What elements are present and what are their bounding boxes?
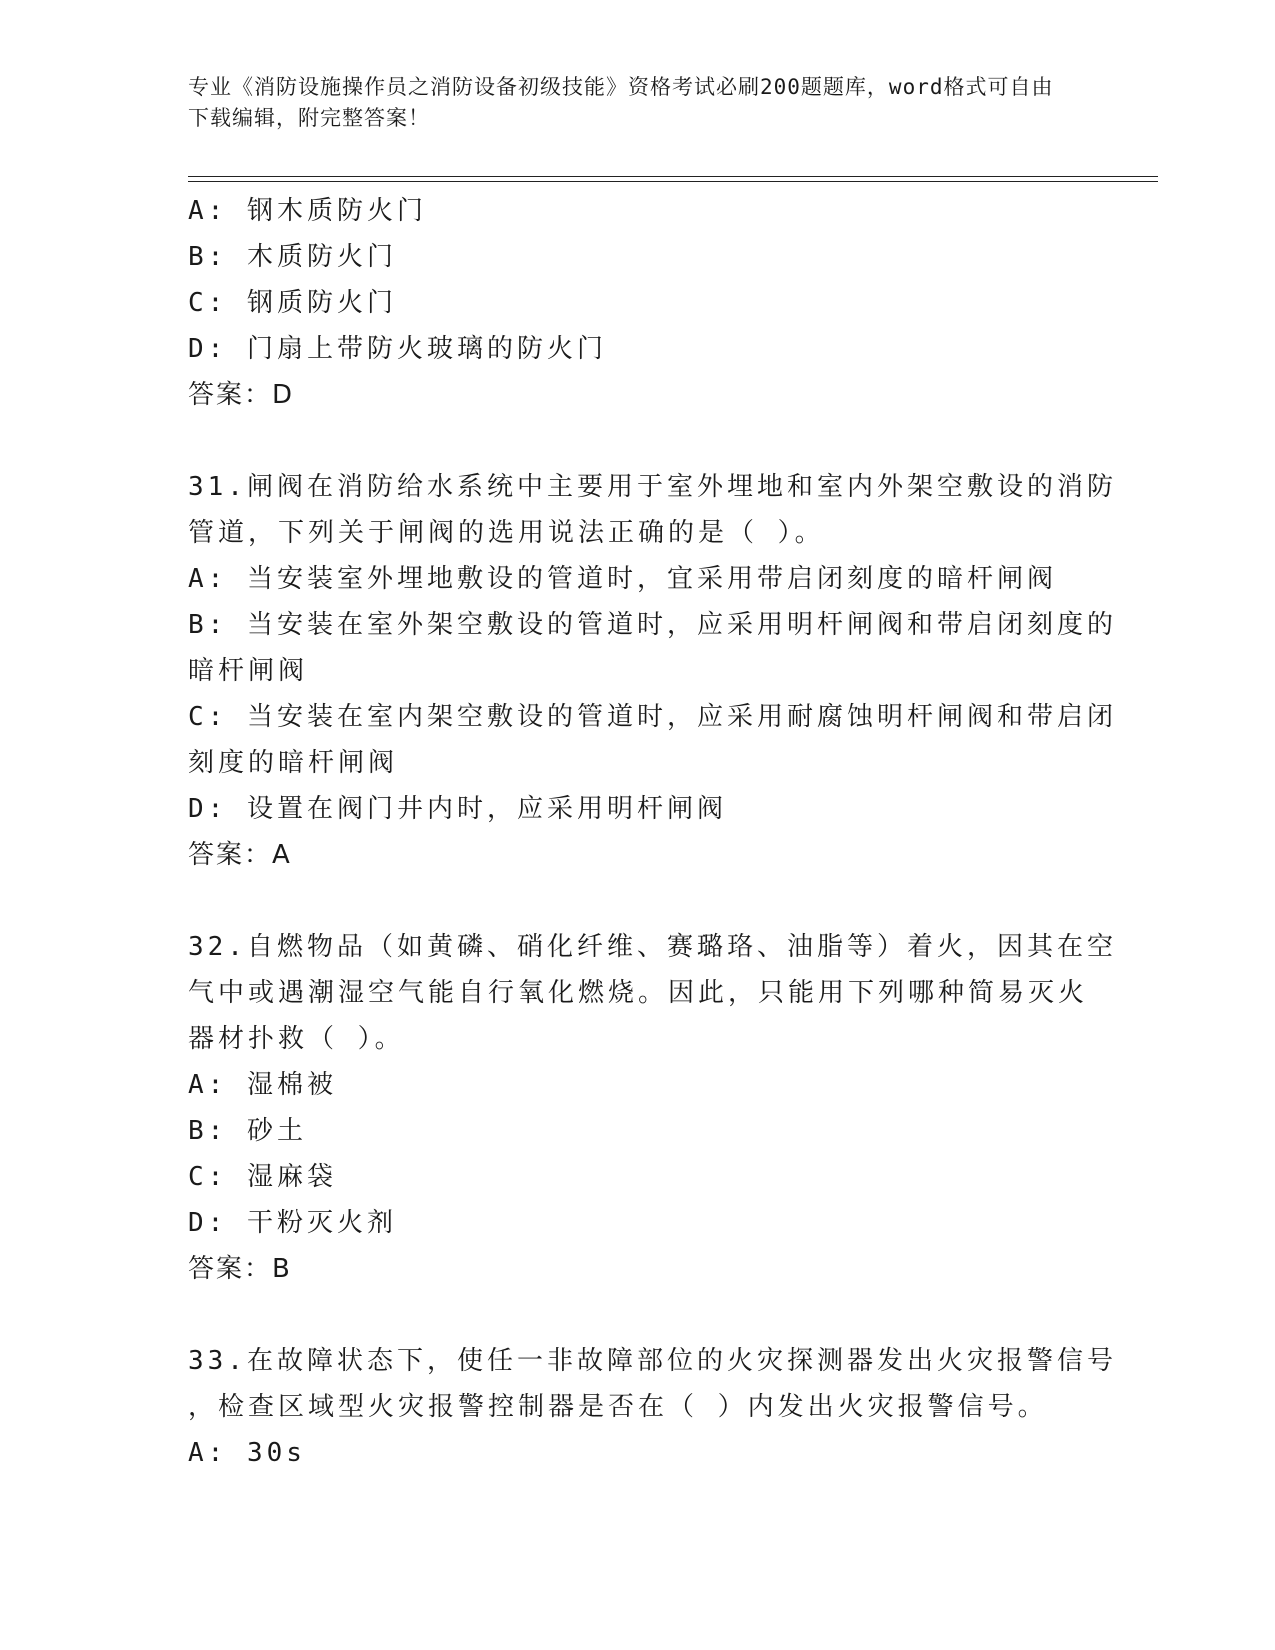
spacer — [188, 418, 1068, 464]
header-divider — [188, 176, 1158, 177]
option-c-continued: 刻度的暗杆闸阀 — [188, 748, 399, 778]
option-b-continued: 暗杆闸阀 — [188, 656, 309, 686]
option-c: C: 钢质防火门 — [188, 288, 397, 318]
option-c: C: 湿麻袋 — [188, 1162, 337, 1192]
question-stem-line: 管道，下列关于闸阀的选用说法正确的是（ ）。 — [188, 518, 825, 548]
question-stem-line: 31.闸阀在消防给水系统中主要用于室外埋地和室内外架空敷设的消防 — [188, 472, 1117, 502]
option-b: B: 砂土 — [188, 1116, 307, 1146]
option-d: D: 设置在阀门井内时，应采用明杆闸阀 — [188, 794, 727, 824]
spacer — [188, 878, 1068, 924]
question-stem-line: 32.自燃物品（如黄磷、硝化纤维、赛璐珞、油脂等）着火，因其在空 — [188, 932, 1117, 962]
option-a: A: 钢木质防火门 — [188, 196, 427, 226]
header-divider-double — [188, 181, 1158, 182]
option-d: D: 门扇上带防火玻璃的防火门 — [188, 334, 607, 364]
answer-line: 答案：A — [188, 840, 292, 870]
question-stem-line: 器材扑救（ ）。 — [188, 1024, 405, 1054]
document-header: 专业《消防设施操作员之消防设备初级技能》资格考试必刷200题题库，word格式可自由下载编辑，附完整答案！ — [188, 75, 1054, 130]
option-c: C: 当安装在室内架空敷设的管道时，应采用耐腐蚀明杆闸阀和带启闭 — [188, 702, 1117, 732]
question-stem-line: 33.在故障状态下，使任一非故障部位的火灾探测器发出火灾报警信号 — [188, 1346, 1117, 1376]
question-31 — [188, 464, 1117, 878]
question-content — [188, 188, 1117, 1476]
question-stem-line: 气中或遇潮湿空气能自行氧化燃烧。因此，只能用下列哪种简易灭火 — [188, 978, 1089, 1008]
spacer — [188, 1292, 1068, 1338]
question-33 — [188, 1338, 1117, 1476]
question-32 — [188, 924, 1117, 1292]
option-a: A: 30s — [188, 1438, 306, 1468]
option-a: A: 湿棉被 — [188, 1070, 337, 1100]
answer-line: 答案：B — [188, 1254, 292, 1284]
option-b: B: 木质防火门 — [188, 242, 397, 272]
answer-line: 答案：D — [188, 380, 295, 410]
question-stem-line: ，检查区域型火灾报警控制器是否在（ ）内发出火灾报警信号。 — [188, 1392, 1048, 1422]
previous-question-block — [188, 188, 1068, 418]
option-a: A: 当安装室外埋地敷设的管道时，宜采用带启闭刻度的暗杆闸阀 — [188, 564, 1057, 594]
option-b: B: 当安装在室外架空敷设的管道时，应采用明杆闸阀和带启闭刻度的 — [188, 610, 1117, 640]
option-d: D: 干粉灭火剂 — [188, 1208, 397, 1238]
